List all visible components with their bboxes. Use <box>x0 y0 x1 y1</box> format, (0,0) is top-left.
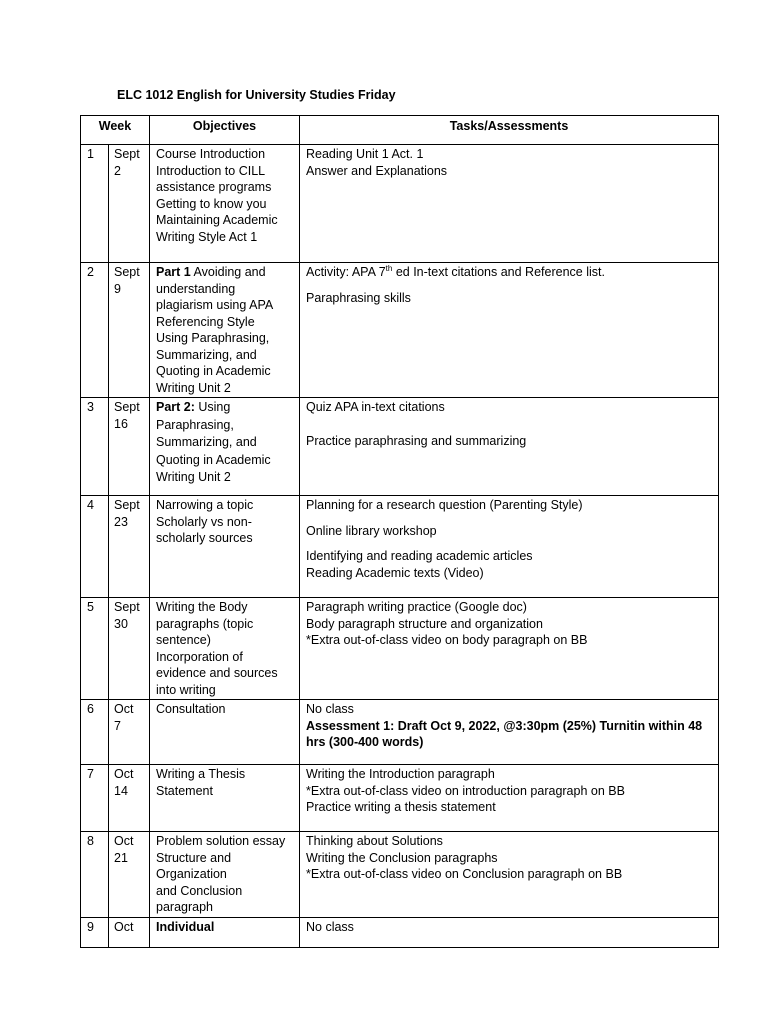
objective-line: Referencing Style <box>156 314 255 329</box>
objective-line: Structure and <box>156 850 232 865</box>
week-number: 1 <box>81 145 109 263</box>
objective-text: Using <box>194 400 231 414</box>
task-line: No class <box>306 702 354 716</box>
date-day: 2 <box>114 163 121 178</box>
objective-line: Quoting in Academic <box>156 452 271 467</box>
objective-line: Introduction to CILL <box>156 163 266 178</box>
tasks-cell <box>300 398 719 496</box>
objective-line: Summarizing, and <box>156 435 257 449</box>
objective-line: Incorporation of <box>156 649 243 664</box>
task-line: Identifying and reading academic articles <box>306 549 533 563</box>
table-row <box>81 145 719 263</box>
objective-line: Using Paraphrasing, <box>156 331 270 345</box>
week-number: 6 <box>81 700 109 765</box>
week-date <box>109 700 150 765</box>
date-month: Sept <box>114 498 140 512</box>
tasks-cell <box>300 700 719 765</box>
objective-line <box>156 399 293 417</box>
week-date <box>109 598 150 700</box>
date-day: 14 <box>114 783 128 798</box>
date-month: Sept <box>114 265 140 279</box>
task-line: Quiz APA in-text citations <box>306 400 445 414</box>
week-number: 8 <box>81 832 109 918</box>
date-month: Sept <box>114 400 140 414</box>
objective-line: Problem solution essay <box>156 834 286 848</box>
objective-line: Consultation <box>156 702 226 716</box>
task-line: Writing the Conclusion paragraphs <box>306 850 498 865</box>
tasks-cell <box>300 598 719 700</box>
week-date <box>109 765 150 832</box>
header-objectives: Objectives <box>150 116 300 145</box>
objective-line: Narrowing a topic <box>156 498 254 512</box>
task-line: *Extra out-of-class video on Conclusion paragraph on BB <box>306 867 623 881</box>
date-month: Oct <box>114 767 134 781</box>
assessment-text: Assessment 1: Draft Oct 9, 2022, @3:30pm (25%) Turnitin within 48 <box>306 718 703 733</box>
week-date <box>109 263 150 398</box>
objectives-cell <box>150 145 300 263</box>
objective-line: Statement <box>156 783 213 798</box>
task-text: ed In-text citations and Reference list. <box>392 265 605 279</box>
task-line: *Extra out-of-class video on body paragraph on BB <box>306 633 588 647</box>
tasks-cell <box>300 496 719 598</box>
task-line: Writing the Introduction paragraph <box>306 767 495 781</box>
table-row <box>81 700 719 765</box>
table-row <box>81 832 719 918</box>
objective-line: Summarizing, and <box>156 347 257 362</box>
schedule-table <box>80 115 719 948</box>
task-line: *Extra out-of-class video on introduction paragraph on BB <box>306 783 625 798</box>
objective-line: Course Introduction <box>156 147 266 161</box>
objective-line <box>156 919 293 936</box>
objectives-cell <box>150 398 300 496</box>
task-text: Activity: APA 7 <box>306 265 386 279</box>
table-row <box>81 765 719 832</box>
date-month: Sept <box>114 600 140 614</box>
week-date <box>109 832 150 918</box>
objective-line: plagiarism using APA <box>156 298 274 312</box>
date-month: Sept <box>114 147 140 161</box>
objective-line: into writing <box>156 682 216 697</box>
document-title: ELC 1012 English for University Studies Friday <box>117 88 396 102</box>
assessment-line <box>306 734 712 751</box>
objective-line: Organization <box>156 867 227 881</box>
table-row <box>81 598 719 700</box>
objectives-cell <box>150 832 300 918</box>
objective-text: Avoiding and <box>190 265 266 279</box>
task-line: Reading Unit 1 Act. 1 <box>306 147 424 161</box>
date-month: Oct <box>114 919 134 934</box>
objective-line: Writing the Body <box>156 600 248 614</box>
week-number: 3 <box>81 398 109 496</box>
objective-line: Scholarly vs non- <box>156 514 252 529</box>
header-week: Week <box>81 116 150 145</box>
table-row <box>81 398 719 496</box>
objectives-cell <box>150 496 300 598</box>
part-label: Part 1 <box>156 265 191 279</box>
task-line: Planning for a research question (Parenting Style) <box>306 498 583 512</box>
assessment-text: hrs (300-400 words) <box>306 735 424 749</box>
week-date <box>109 145 150 263</box>
date-day: 23 <box>114 514 128 529</box>
task-line: Answer and Explanations <box>306 163 448 178</box>
objective-line: evidence and sources <box>156 666 278 680</box>
table-row <box>81 263 719 398</box>
task-line: Reading Academic texts (Video) <box>306 565 484 580</box>
table-row <box>81 917 719 947</box>
tasks-cell <box>300 832 719 918</box>
objective-line: Quoting in Academic <box>156 364 271 378</box>
week-number: 5 <box>81 598 109 700</box>
objective-line: understanding <box>156 281 236 296</box>
objective-line: Writing a Thesis <box>156 767 246 781</box>
week-number: 7 <box>81 765 109 832</box>
date-day: 21 <box>114 850 128 865</box>
tasks-cell <box>300 145 719 263</box>
objective-line: paragraph <box>156 900 213 914</box>
objective-text: Individual <box>156 919 215 934</box>
objectives-cell <box>150 263 300 398</box>
week-date <box>109 917 150 947</box>
tasks-cell <box>300 765 719 832</box>
part-label: Part 2: <box>156 400 195 414</box>
week-number: 4 <box>81 496 109 598</box>
task-line: Thinking about Solutions <box>306 834 443 848</box>
objectives-cell <box>150 700 300 765</box>
objective-line: paragraphs (topic <box>156 616 254 631</box>
objective-line: Maintaining Academic <box>156 213 278 227</box>
objective-line: Writing Style Act 1 <box>156 229 258 244</box>
objective-line: Writing Unit 2 <box>156 470 231 484</box>
task-line <box>306 264 712 281</box>
date-month: Oct <box>114 834 134 848</box>
date-day: 7 <box>114 718 121 733</box>
table-header-row <box>81 116 719 145</box>
task-line: Paragraph writing practice (Google doc) <box>306 600 527 614</box>
date-day: 16 <box>114 416 128 431</box>
objective-line: assistance programs <box>156 180 272 194</box>
objective-line: Getting to know you <box>156 196 267 211</box>
task-line: Paraphrasing skills <box>306 290 411 305</box>
superscript: th <box>385 263 393 273</box>
week-date <box>109 496 150 598</box>
task-line: No class <box>306 919 354 934</box>
task-line: Practice paraphrasing and summarizing <box>306 433 527 448</box>
objectives-cell <box>150 917 300 947</box>
objective-line: scholarly sources <box>156 531 253 545</box>
date-day: 9 <box>114 281 121 296</box>
table-row <box>81 496 719 598</box>
task-line: Online library workshop <box>306 523 437 538</box>
objective-line: Paraphrasing, <box>156 417 234 432</box>
date-month: Oct <box>114 702 134 716</box>
objective-line: Writing Unit 2 <box>156 380 231 395</box>
task-line: Body paragraph structure and organization <box>306 616 543 631</box>
week-number: 2 <box>81 263 109 398</box>
week-date <box>109 398 150 496</box>
header-tasks: Tasks/Assessments <box>300 116 719 145</box>
date-day: 30 <box>114 616 128 631</box>
assessment-line <box>306 718 712 735</box>
tasks-cell <box>300 263 719 398</box>
objectives-cell <box>150 598 300 700</box>
tasks-cell <box>300 917 719 947</box>
objective-line <box>156 264 293 281</box>
week-number: 9 <box>81 917 109 947</box>
task-line: Practice writing a thesis statement <box>306 800 496 814</box>
objectives-cell <box>150 765 300 832</box>
objective-line: sentence) <box>156 633 211 647</box>
objective-line: and Conclusion <box>156 883 243 898</box>
